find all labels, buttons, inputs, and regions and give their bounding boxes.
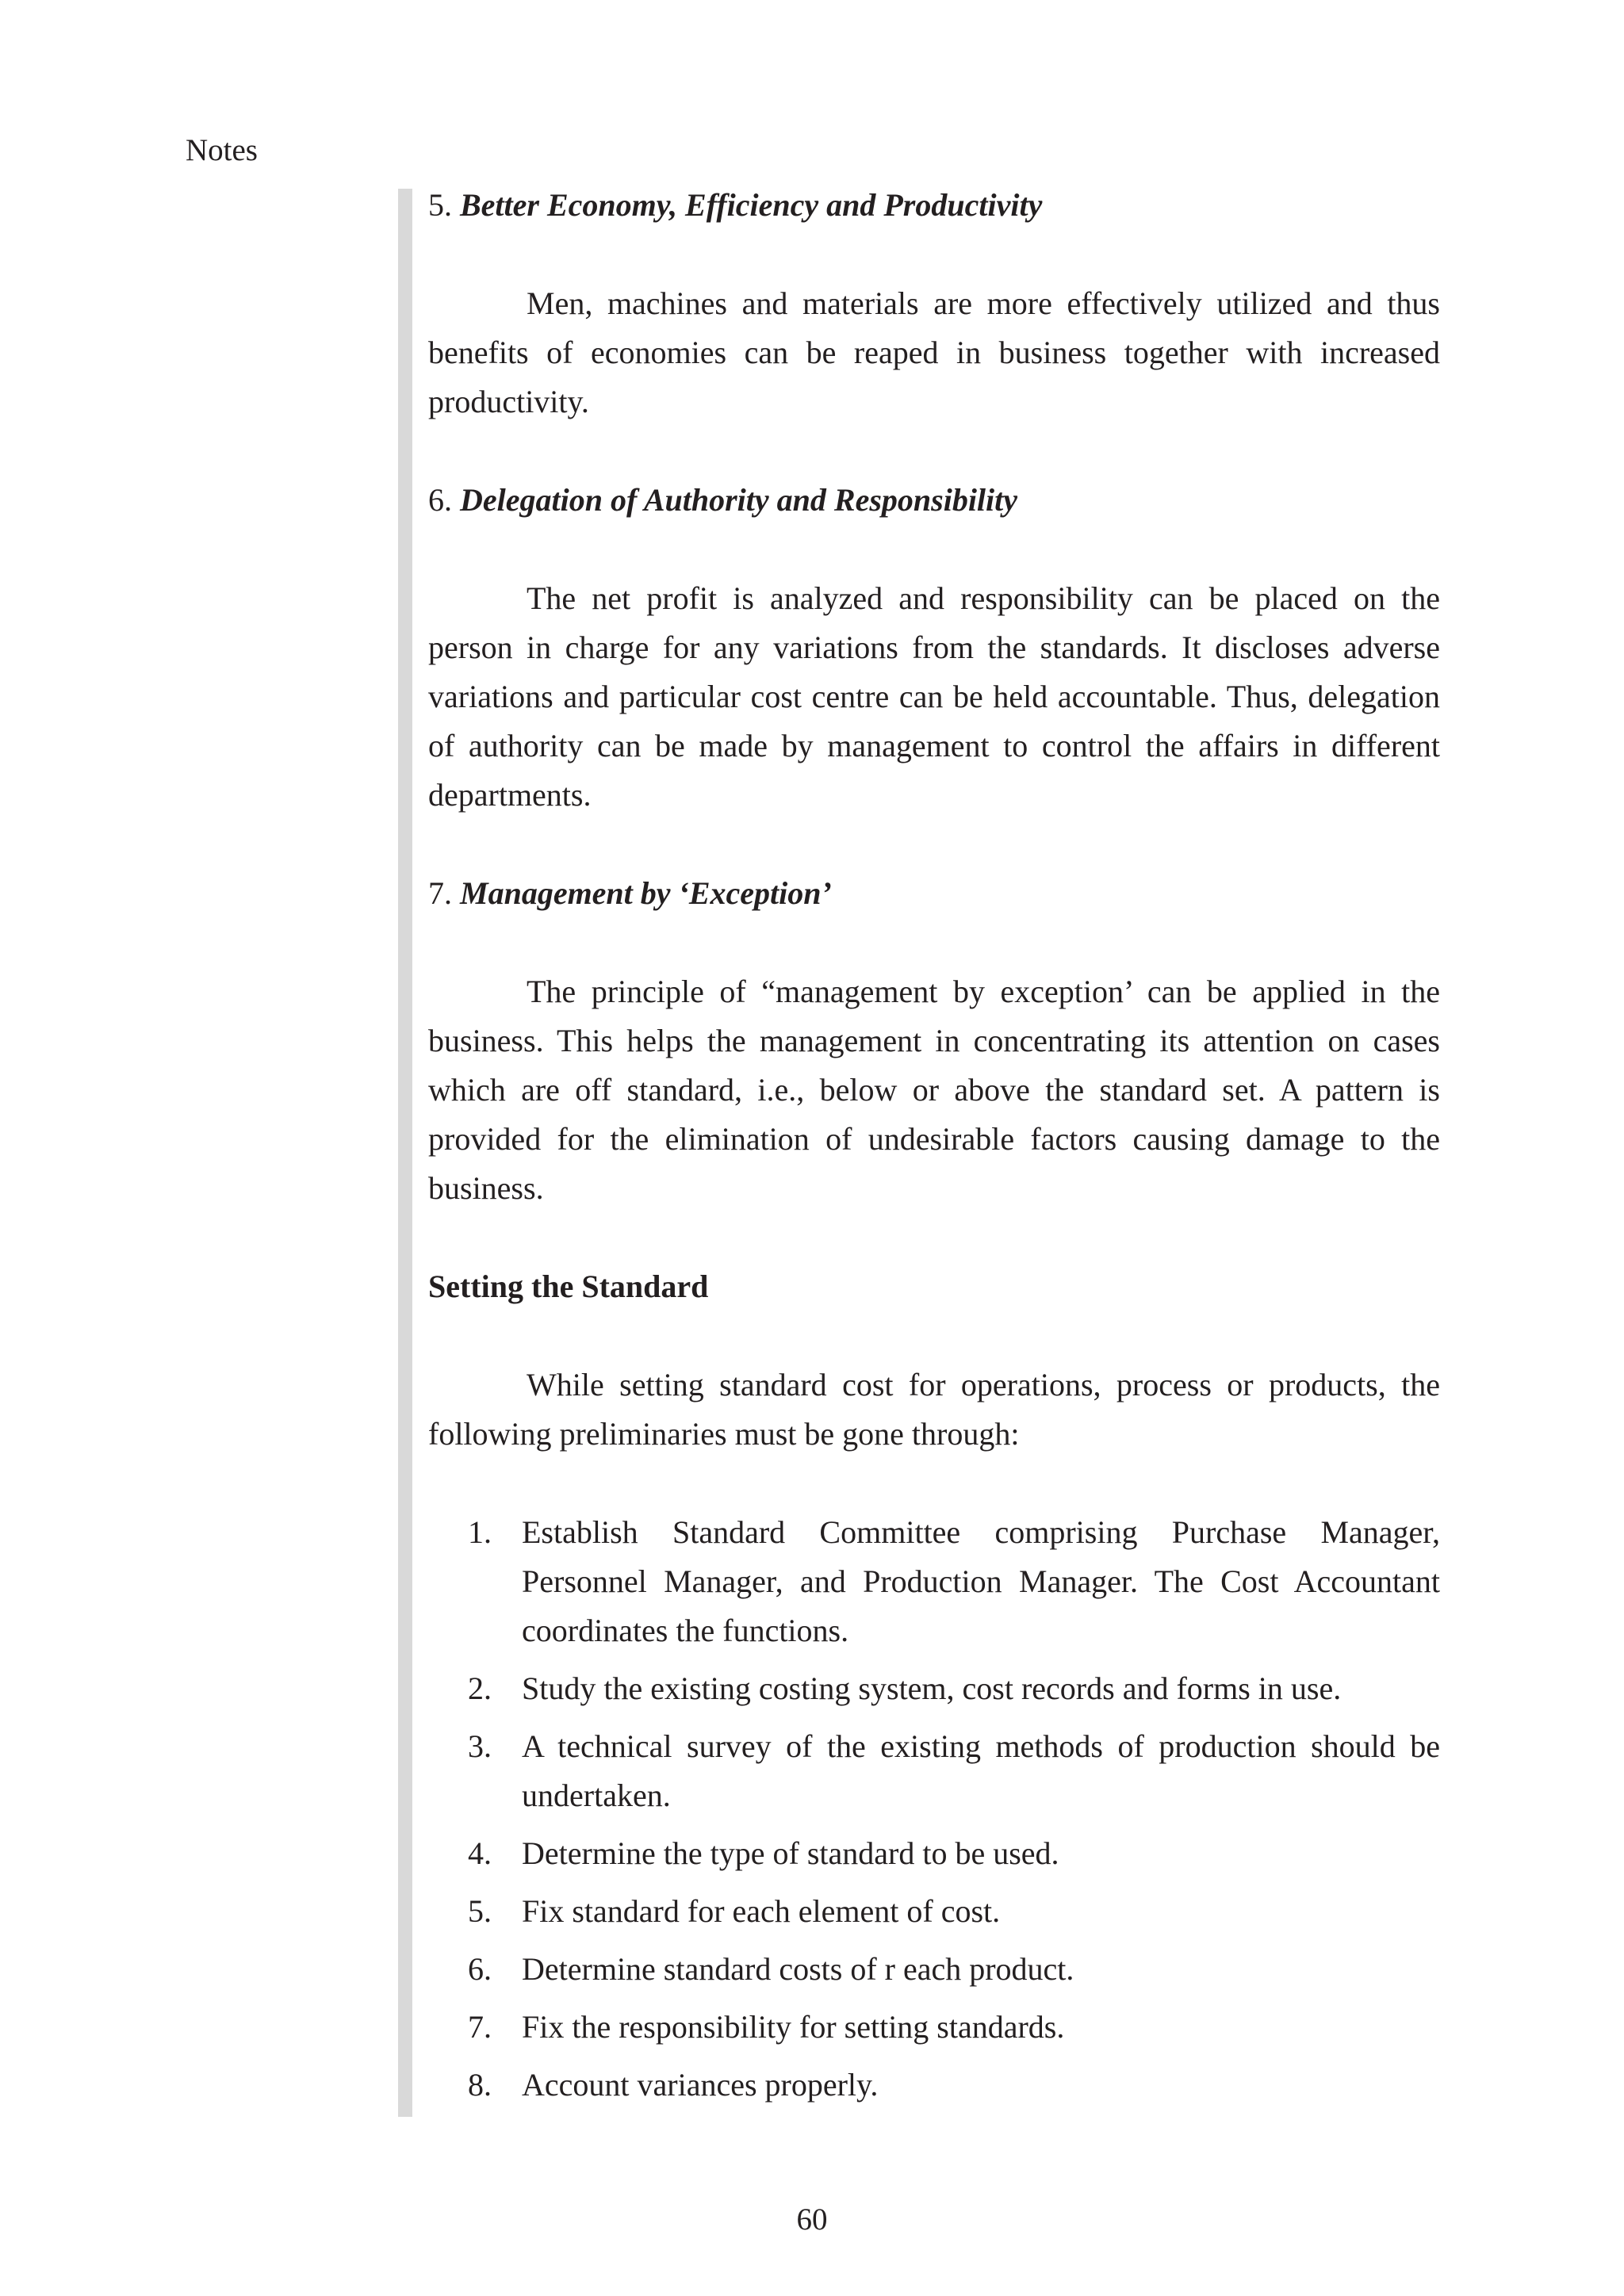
list-item	[428, 1887, 1440, 1936]
section-paragraph-7: The principle of “management by exception’ can be applied in the business. This helps the management in concentrating its attention on cases which are off standard, i.e., below or above the standard set. A pattern is provided for the elimination of undesirable factors causing damage to the business.	[428, 974, 1440, 1206]
section-title: Management by ‘Exception’	[460, 875, 832, 911]
list-item	[428, 1945, 1440, 1994]
section-number: 5.	[428, 187, 452, 223]
margin-bar	[398, 189, 412, 2117]
list-item	[428, 1722, 1440, 1820]
list-item-number: 6.	[468, 1951, 492, 1987]
list-item-text: Fix the responsibility for setting standards.	[522, 2009, 1065, 2045]
page-number: 60	[796, 2202, 828, 2237]
list-item-number: 3.	[468, 1728, 492, 1764]
section-heading-6	[428, 476, 1440, 525]
section-heading-7	[428, 869, 1440, 918]
setting-standard-heading	[428, 1262, 1440, 1311]
list-item-text: A technical survey of the existing methods of production should be undertaken.	[522, 1728, 1440, 1813]
list-item-text: Study the existing costing system, cost records and forms in use.	[522, 1670, 1342, 1706]
section-title: Delegation of Authority and Responsibility	[460, 482, 1018, 518]
list-item	[428, 1829, 1440, 1878]
list-item	[428, 2061, 1440, 2110]
list-item-text: Fix standard for each element of cost.	[522, 1893, 1001, 1929]
margin-notes-label: Notes	[186, 133, 258, 167]
list-item	[428, 2003, 1440, 2052]
list-item-text: Determine the type of standard to be used.	[522, 1835, 1059, 1871]
section-heading-5	[428, 181, 1440, 230]
preliminaries-list	[428, 1508, 1440, 2110]
section-number: 6.	[428, 482, 452, 518]
page-content	[428, 181, 1440, 2118]
list-item-number: 7.	[468, 2009, 492, 2045]
section-number: 7.	[428, 875, 452, 911]
list-item-number: 8.	[468, 2067, 492, 2103]
setting-standard-intro: While setting standard cost for operations, process or products, the following preliminaries must be gone through:	[428, 1367, 1440, 1452]
section-title: Setting the Standard	[428, 1269, 709, 1304]
list-item-text: Establish Standard Committee comprising Purchase Manager, Personnel Manager, and Production Manager. The Cost Accountant coordinates the functions.	[522, 1514, 1440, 1648]
list-item-number: 2.	[468, 1670, 492, 1706]
section-paragraph-5: Men, machines and materials are more effectively utilized and thus benefits of economies can be reaped in business together with increased productivity.	[428, 285, 1440, 419]
section-paragraph-6: The net profit is analyzed and responsibility can be placed on the person in charge for any variations from the standards. It discloses adverse variations and particular cost centre can be held accountable. Thus, delegation of authority can be made by management to control the affairs in different departments.	[428, 580, 1440, 813]
list-item-text: Account variances properly.	[522, 2067, 879, 2103]
list-item	[428, 1664, 1440, 1713]
list-item-number: 4.	[468, 1835, 492, 1871]
list-item-number: 1.	[468, 1514, 492, 1550]
list-item-text: Determine standard costs of r each product.	[522, 1951, 1074, 1987]
list-item	[428, 1508, 1440, 1655]
list-item-number: 5.	[468, 1893, 492, 1929]
section-title: Better Economy, Efficiency and Productivity	[460, 187, 1043, 223]
